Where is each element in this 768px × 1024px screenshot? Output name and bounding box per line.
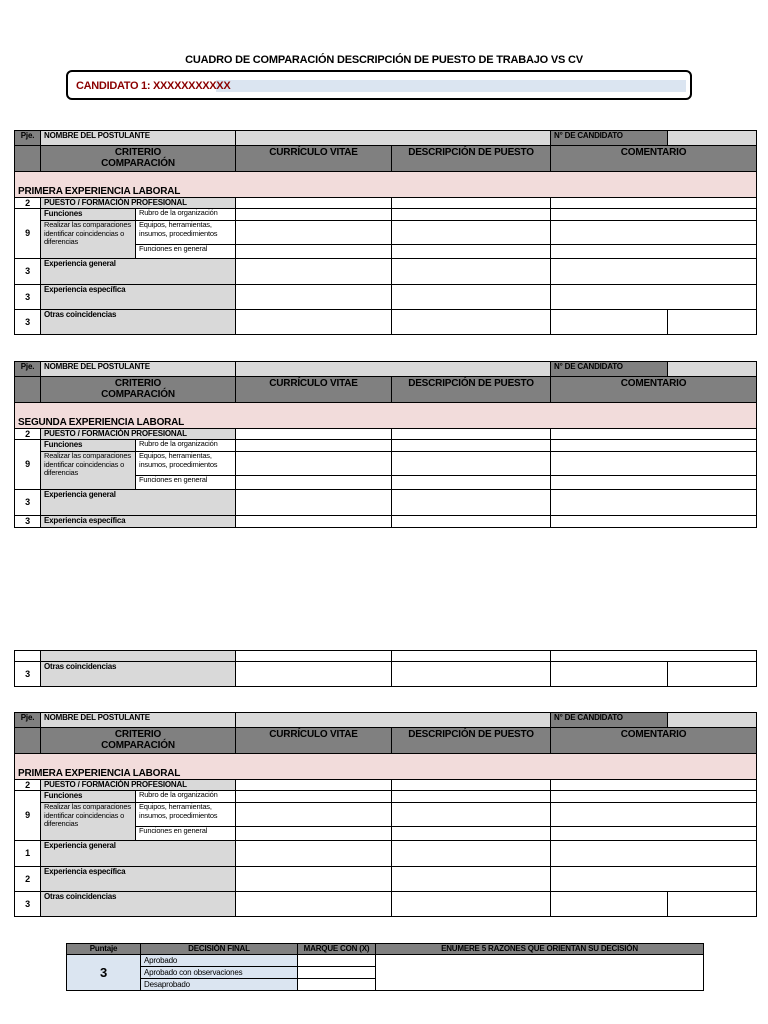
nombre-header: NOMBRE DEL POSTULANTE: [41, 131, 236, 146]
nombre-field[interactable]: [236, 131, 551, 146]
cell[interactable]: [236, 476, 392, 490]
exp-especifica-label: Experiencia específica: [41, 867, 236, 892]
cell[interactable]: [236, 221, 392, 245]
document-title: CUADRO DE COMPARACIÓN DESCRIPCIÓN DE PUESTO DE TRABAJO VS CV: [185, 54, 583, 66]
cell[interactable]: [668, 662, 757, 687]
nombre-field[interactable]: [236, 713, 551, 728]
equipos-label: Equipos, herramientas, insumos, procedimientos: [136, 452, 236, 476]
cell[interactable]: [236, 867, 392, 892]
score-otras: 3: [15, 892, 41, 917]
descripcion-header: DESCRIPCIÓN DE PUESTO: [392, 146, 551, 172]
cell[interactable]: [551, 285, 757, 310]
funciones-label: Funciones: [41, 791, 136, 803]
score-funciones: 9: [15, 791, 41, 841]
cell[interactable]: [551, 429, 757, 440]
cell[interactable]: [551, 791, 757, 803]
mark-aprobado[interactable]: [298, 955, 376, 967]
cell[interactable]: [236, 490, 392, 516]
num-candidato-header: N° DE CANDIDATO: [551, 713, 668, 728]
score-funciones: 9: [15, 440, 41, 490]
realizar-label: Realizar las comparaciones identificar coincidencias o diferencias: [41, 221, 136, 259]
cell[interactable]: [551, 476, 757, 490]
cell[interactable]: [392, 221, 551, 245]
pje-header: Pje.: [15, 362, 41, 377]
exp-especifica-label: Experiencia específica: [41, 516, 236, 528]
cell[interactable]: [236, 452, 392, 476]
cell[interactable]: [236, 803, 392, 827]
cell[interactable]: [551, 516, 757, 528]
exp-general-label: Experiencia general: [41, 259, 236, 285]
score-otras: 3: [15, 662, 41, 687]
cell[interactable]: [551, 209, 757, 221]
cell[interactable]: [392, 516, 551, 528]
realizar-label: Realizar las comparaciones identificar coincidencias o diferencias: [41, 803, 136, 841]
funciones-label: Funciones: [41, 440, 136, 452]
comparison-table-3: [14, 712, 757, 917]
cell[interactable]: [236, 516, 392, 528]
otras-label: Otras coincidencias: [41, 310, 236, 335]
cell[interactable]: [551, 780, 757, 791]
descripcion-header: DESCRIPCIÓN DE PUESTO: [392, 728, 551, 754]
candidate-box: [66, 70, 692, 100]
mark-aprobado-con-observaciones[interactable]: [298, 967, 376, 979]
exp-general-label: Experiencia general: [41, 490, 236, 516]
score-puesto: 2: [15, 198, 41, 209]
cell[interactable]: [668, 310, 757, 335]
cell[interactable]: [236, 892, 392, 917]
cell[interactable]: [236, 429, 392, 440]
curriculo-header: CURRÍCULO VITAE: [236, 146, 392, 172]
final-score: 3: [67, 955, 141, 991]
cell[interactable]: [392, 780, 551, 791]
cell[interactable]: [392, 662, 551, 687]
cell[interactable]: [392, 259, 551, 285]
cell[interactable]: [236, 841, 392, 867]
comentario-header: COMENTARIO: [551, 146, 757, 172]
score-exp-general: 3: [15, 259, 41, 285]
razones-header: ENUMERE 5 RAZONES QUE ORIENTAN SU DECISIÓN: [376, 944, 704, 955]
section-title: PRIMERA EXPERIENCIA LABORAL: [15, 172, 757, 198]
criterio-header: CRITERIO COMPARACIÓN: [41, 377, 236, 403]
rubro-label: Rubro de la organización: [136, 440, 236, 452]
score-exp-especifica: 3: [15, 285, 41, 310]
cell[interactable]: [236, 780, 392, 791]
cell[interactable]: [392, 827, 551, 841]
pje-header: Pje.: [15, 713, 41, 728]
puntaje-header: Puntaje: [67, 944, 141, 955]
cell[interactable]: [236, 440, 392, 452]
score-puesto: 2: [15, 429, 41, 440]
cell[interactable]: [551, 651, 757, 662]
cell[interactable]: [551, 892, 668, 917]
otras-label: Otras coincidencias: [41, 892, 236, 917]
comentario-header: COMENTARIO: [551, 377, 757, 403]
num-candidato-field[interactable]: [668, 362, 757, 377]
funciones-general-label: Funciones en general: [136, 476, 236, 490]
descripcion-header: DESCRIPCIÓN DE PUESTO: [392, 377, 551, 403]
funciones-general-label: Funciones en general: [136, 827, 236, 841]
cell[interactable]: [392, 452, 551, 476]
cell[interactable]: [551, 827, 757, 841]
cell[interactable]: [236, 245, 392, 259]
cell[interactable]: [551, 452, 757, 476]
cell[interactable]: [392, 490, 551, 516]
nombre-header: NOMBRE DEL POSTULANTE: [41, 362, 236, 377]
cell[interactable]: [551, 803, 757, 827]
score-exp-general: 3: [15, 490, 41, 516]
cell[interactable]: [236, 791, 392, 803]
cell[interactable]: [236, 209, 392, 221]
cell[interactable]: [551, 440, 757, 452]
cell[interactable]: [551, 245, 757, 259]
puesto-label: PUESTO / FORMACIÓN PROFESIONAL: [41, 780, 236, 791]
cell[interactable]: [236, 259, 392, 285]
equipos-label: Equipos, herramientas, insumos, procedimientos: [136, 221, 236, 245]
curriculo-header: CURRÍCULO VITAE: [236, 728, 392, 754]
cell[interactable]: [551, 841, 757, 867]
cell[interactable]: [392, 310, 551, 335]
cell[interactable]: [392, 803, 551, 827]
cell[interactable]: [392, 892, 551, 917]
score-puesto: 2: [15, 780, 41, 791]
exp-especifica-label: Experiencia específica: [41, 285, 236, 310]
section-title: PRIMERA EXPERIENCIA LABORAL: [15, 754, 757, 780]
cell[interactable]: [551, 662, 668, 687]
realizar-label: Realizar las comparaciones identificar coincidencias o diferencias: [41, 452, 136, 490]
option-desaprobado: Desaprobado: [141, 979, 298, 991]
candidate-label: CANDIDATO 1: XXXXXXXXXXX: [76, 80, 231, 92]
decision-table: [66, 943, 704, 991]
otras-label: Otras coincidencias: [41, 662, 236, 687]
cell[interactable]: [236, 662, 392, 687]
cell[interactable]: [392, 198, 551, 209]
pje-header: Pje.: [15, 131, 41, 146]
comparison-table-2: [14, 361, 757, 528]
cell[interactable]: [392, 841, 551, 867]
cell[interactable]: [392, 476, 551, 490]
nombre-header: NOMBRE DEL POSTULANTE: [41, 713, 236, 728]
criterio-header: CRITERIO COMPARACIÓN: [41, 728, 236, 754]
puesto-label: PUESTO / FORMACIÓN PROFESIONAL: [41, 198, 236, 209]
num-candidato-field[interactable]: [668, 131, 757, 146]
cell[interactable]: [392, 440, 551, 452]
rubro-label: Rubro de la organización: [136, 791, 236, 803]
cell[interactable]: [392, 209, 551, 221]
num-candidato-header: N° DE CANDIDATO: [551, 131, 668, 146]
puesto-label: PUESTO / FORMACIÓN PROFESIONAL: [41, 429, 236, 440]
cell[interactable]: [392, 791, 551, 803]
comparison-table-1: [14, 130, 757, 335]
marque-header: MARQUE CON (X): [298, 944, 376, 955]
score-funciones: 9: [15, 209, 41, 259]
cell[interactable]: [236, 198, 392, 209]
equipos-label: Equipos, herramientas, insumos, procedimientos: [136, 803, 236, 827]
cell[interactable]: [392, 285, 551, 310]
score-exp-general: 1: [15, 841, 41, 867]
comparison-table-2-continued: [14, 650, 757, 687]
cell[interactable]: [551, 221, 757, 245]
num-candidato-header: N° DE CANDIDATO: [551, 362, 668, 377]
score-exp-especifica: 2: [15, 867, 41, 892]
cell[interactable]: [551, 310, 668, 335]
num-candidato-field[interactable]: [668, 713, 757, 728]
funciones-label: Funciones: [41, 209, 136, 221]
curriculo-header: CURRÍCULO VITAE: [236, 377, 392, 403]
cell[interactable]: [392, 651, 551, 662]
rubro-label: Rubro de la organización: [136, 209, 236, 221]
cell[interactable]: [551, 198, 757, 209]
option-aprobado-con-observaciones: Aprobado con observaciones: [141, 967, 298, 979]
cell[interactable]: [236, 651, 392, 662]
option-aprobado: Aprobado: [141, 955, 298, 967]
criterio-header: CRITERIO COMPARACIÓN: [41, 146, 236, 172]
comentario-header: COMENTARIO: [551, 728, 757, 754]
cell[interactable]: [668, 892, 757, 917]
cell[interactable]: [392, 245, 551, 259]
nombre-field[interactable]: [236, 362, 551, 377]
cell[interactable]: [236, 827, 392, 841]
razones-field[interactable]: [376, 955, 704, 991]
score-otras: 3: [15, 310, 41, 335]
cell[interactable]: [551, 867, 757, 892]
cell[interactable]: [551, 490, 757, 516]
score-exp-especifica: 3: [15, 516, 41, 528]
cell[interactable]: [236, 285, 392, 310]
funciones-general-label: Funciones en general: [136, 245, 236, 259]
cell[interactable]: [236, 310, 392, 335]
mark-desaprobado[interactable]: [298, 979, 376, 991]
exp-general-label: Experiencia general: [41, 841, 236, 867]
cell[interactable]: [551, 259, 757, 285]
cell[interactable]: [392, 867, 551, 892]
decision-final-header: DECISIÓN FINAL: [141, 944, 298, 955]
cell[interactable]: [392, 429, 551, 440]
candidate-name-field[interactable]: [216, 80, 686, 92]
section-title: SEGUNDA EXPERIENCIA LABORAL: [15, 403, 757, 429]
